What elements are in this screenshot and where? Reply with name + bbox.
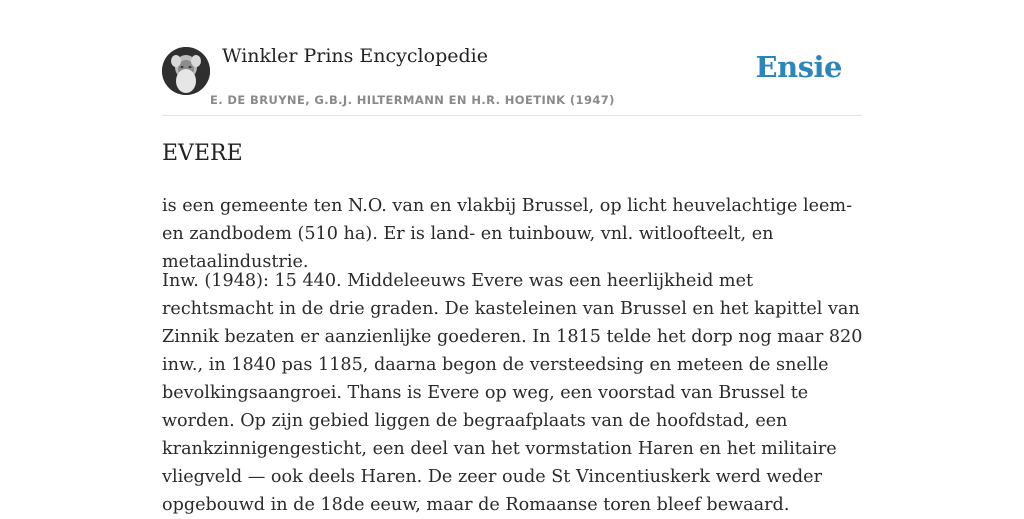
article-page <box>162 0 863 515</box>
publication-title[interactable]: Winkler Prins Encyclopedie <box>222 45 488 67</box>
author-avatar[interactable] <box>162 47 210 95</box>
article-paragraph: is een gemeente ten N.O. van en vlakbij Brussel, op licht heuvelachtige leem-en zandbodem (510 ha). Er is land- en tuinbouw, vnl. witloofteelt, en metaalindustrie. <box>162 196 853 272</box>
header-divider <box>162 115 862 116</box>
article-paragraph: Inw. (1948): 15 440. Middeleeuws Evere was een heerlijkheid met rechtsmacht in de drie graden. De kasteleinen van Brussel en het kapittel van Zinnik bezaten er aanzienlijke goederen. In 1815 telde het dorp nog maar 820 inw., in 1840 pas 1185, daarna begon de versteedsing en meteen de snelle bevolkingsaangroei. Thans is Evere op weg, een voorstad van Brussel te worden. Op zijn gebied liggen de begraafplaats van de hoofdstad, een krankzinnigengesticht, een deel van het vormstation Haren en het militaire vliegveld — ook deels Haren. De zeer oude St Vincentiuskerk werd weder opgebouwd in de 18de eeuw, maar de Romaanse toren bleef bewaard. <box>162 271 863 515</box>
portrait-icon <box>162 47 210 95</box>
entry-title: EVERE <box>162 141 243 166</box>
authors-line: E. DE BRUYNE, G.B.J. HILTERMANN EN H.R. HOETINK (1947) <box>210 93 615 107</box>
brand-logo-link[interactable]: Ensie <box>755 50 842 84</box>
